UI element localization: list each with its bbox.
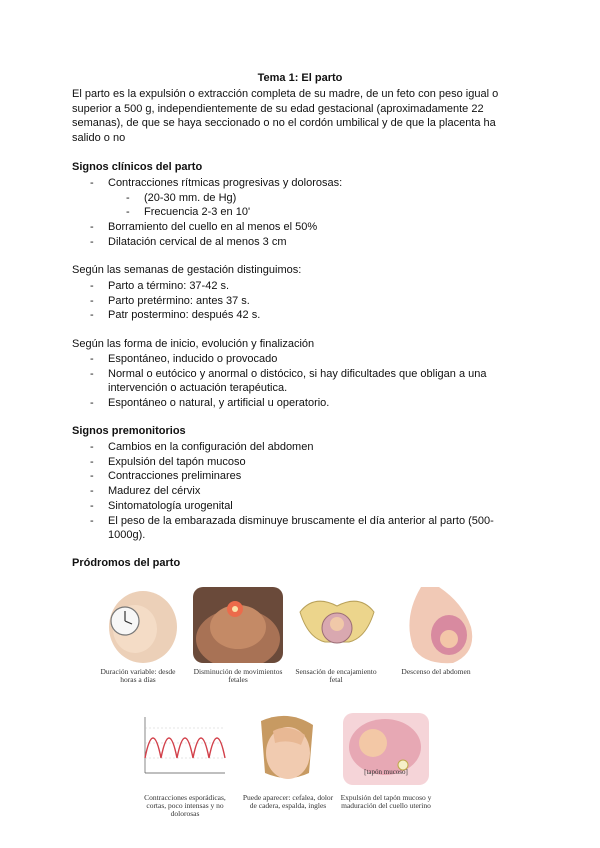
caption: Contracciones esporádicas, cortas, poco intensas y no dolorosas (144, 793, 226, 818)
list-item: - (20-30 mm. de Hg) (126, 191, 510, 206)
heading-prodromos: Pródromos del parto (72, 557, 181, 569)
list-premonitorios (90, 440, 510, 543)
caption: Expulsión del tapón mucoso y maduración del cuello uterino (340, 793, 432, 810)
list-item: - Espontáneo o natural, y artificial u operatorio. (90, 396, 510, 411)
list-signos-clinicos (90, 176, 510, 250)
caption: Descenso del abdomen (401, 667, 471, 676)
pregnant-clock-image (95, 587, 185, 663)
intro-paragraph: El parto es la expulsión o extracción completa de su madre, de un feto con peso igual o superior a 500 g, independientemente de su edad gestacional (aproximadamente 22 semanas), de que se haya seccionado o no el cordón umbilical y de que la placenta ha salido o no (72, 88, 499, 145)
caption: Sensación de encajamiento fetal (295, 667, 377, 684)
heading-premonitorios: Signos premonitorios (72, 425, 186, 437)
list-forma (90, 352, 510, 411)
sub-list (108, 191, 510, 220)
list-item: - Contracciones preliminares (90, 469, 510, 484)
list-item: - Parto pretérmino: antes 37 s. (90, 294, 510, 309)
list-item: - Frecuencia 2-3 en 10' (126, 205, 510, 220)
caption: Disminución de movimientos fetales (193, 667, 283, 684)
contraction-wave-chart (139, 713, 229, 783)
forma-intro: Según las forma de inicio, evolución y finalización (72, 338, 315, 350)
label-tapon-mucoso: [tapón mucoso] (364, 768, 408, 776)
caption: Puede aparecer: cefalea, dolor de cadera, espalda, ingles (242, 793, 334, 810)
list-item: - Borramiento del cuello en al menos el 50% (90, 220, 510, 235)
list-semanas (90, 279, 510, 323)
page-title: Tema 1: El parto (257, 72, 343, 84)
list-item: - Expulsión del tapón mucoso (90, 455, 510, 470)
list-item: - Cambios en la configuración del abdomen (90, 440, 510, 455)
semanas-intro: Según las semanas de gestación distinguimos: (72, 264, 302, 276)
belly-flower-image (193, 587, 283, 663)
list-item: - El peso de la embarazada disminuye bruscamente el día anterior al parto (500-1000g). (90, 514, 510, 543)
list-item: - Espontáneo, inducido o provocado (90, 352, 510, 367)
list-item: - Dilatación cervical de al menos 3 cm (90, 235, 510, 250)
list-item: - Sintomatología urogenital (90, 499, 510, 514)
heading-signos-clinicos: Signos clínicos del parto (72, 161, 203, 173)
list-item: - Parto a término: 37-42 s. (90, 279, 510, 294)
list-item: - Contracciones rítmicas progresivas y dolorosas: - (20-30 mm. de Hg) - Frecuencia 2-3 en 10' (90, 176, 510, 220)
pelvis-image (294, 594, 380, 662)
abdomen-descent-image (393, 587, 479, 665)
headache-woman-image (243, 713, 333, 789)
list-item: - Patr postermino: después 42 s. (90, 308, 510, 323)
list-item: - Madurez del cérvix (90, 484, 510, 499)
list-item: - Normal o eutócico y anormal o distócico, si hay dificultades que obligan a una intervención o actuación terapéutica. (90, 367, 510, 396)
caption: Duración variable: desde horas a días (100, 667, 176, 684)
